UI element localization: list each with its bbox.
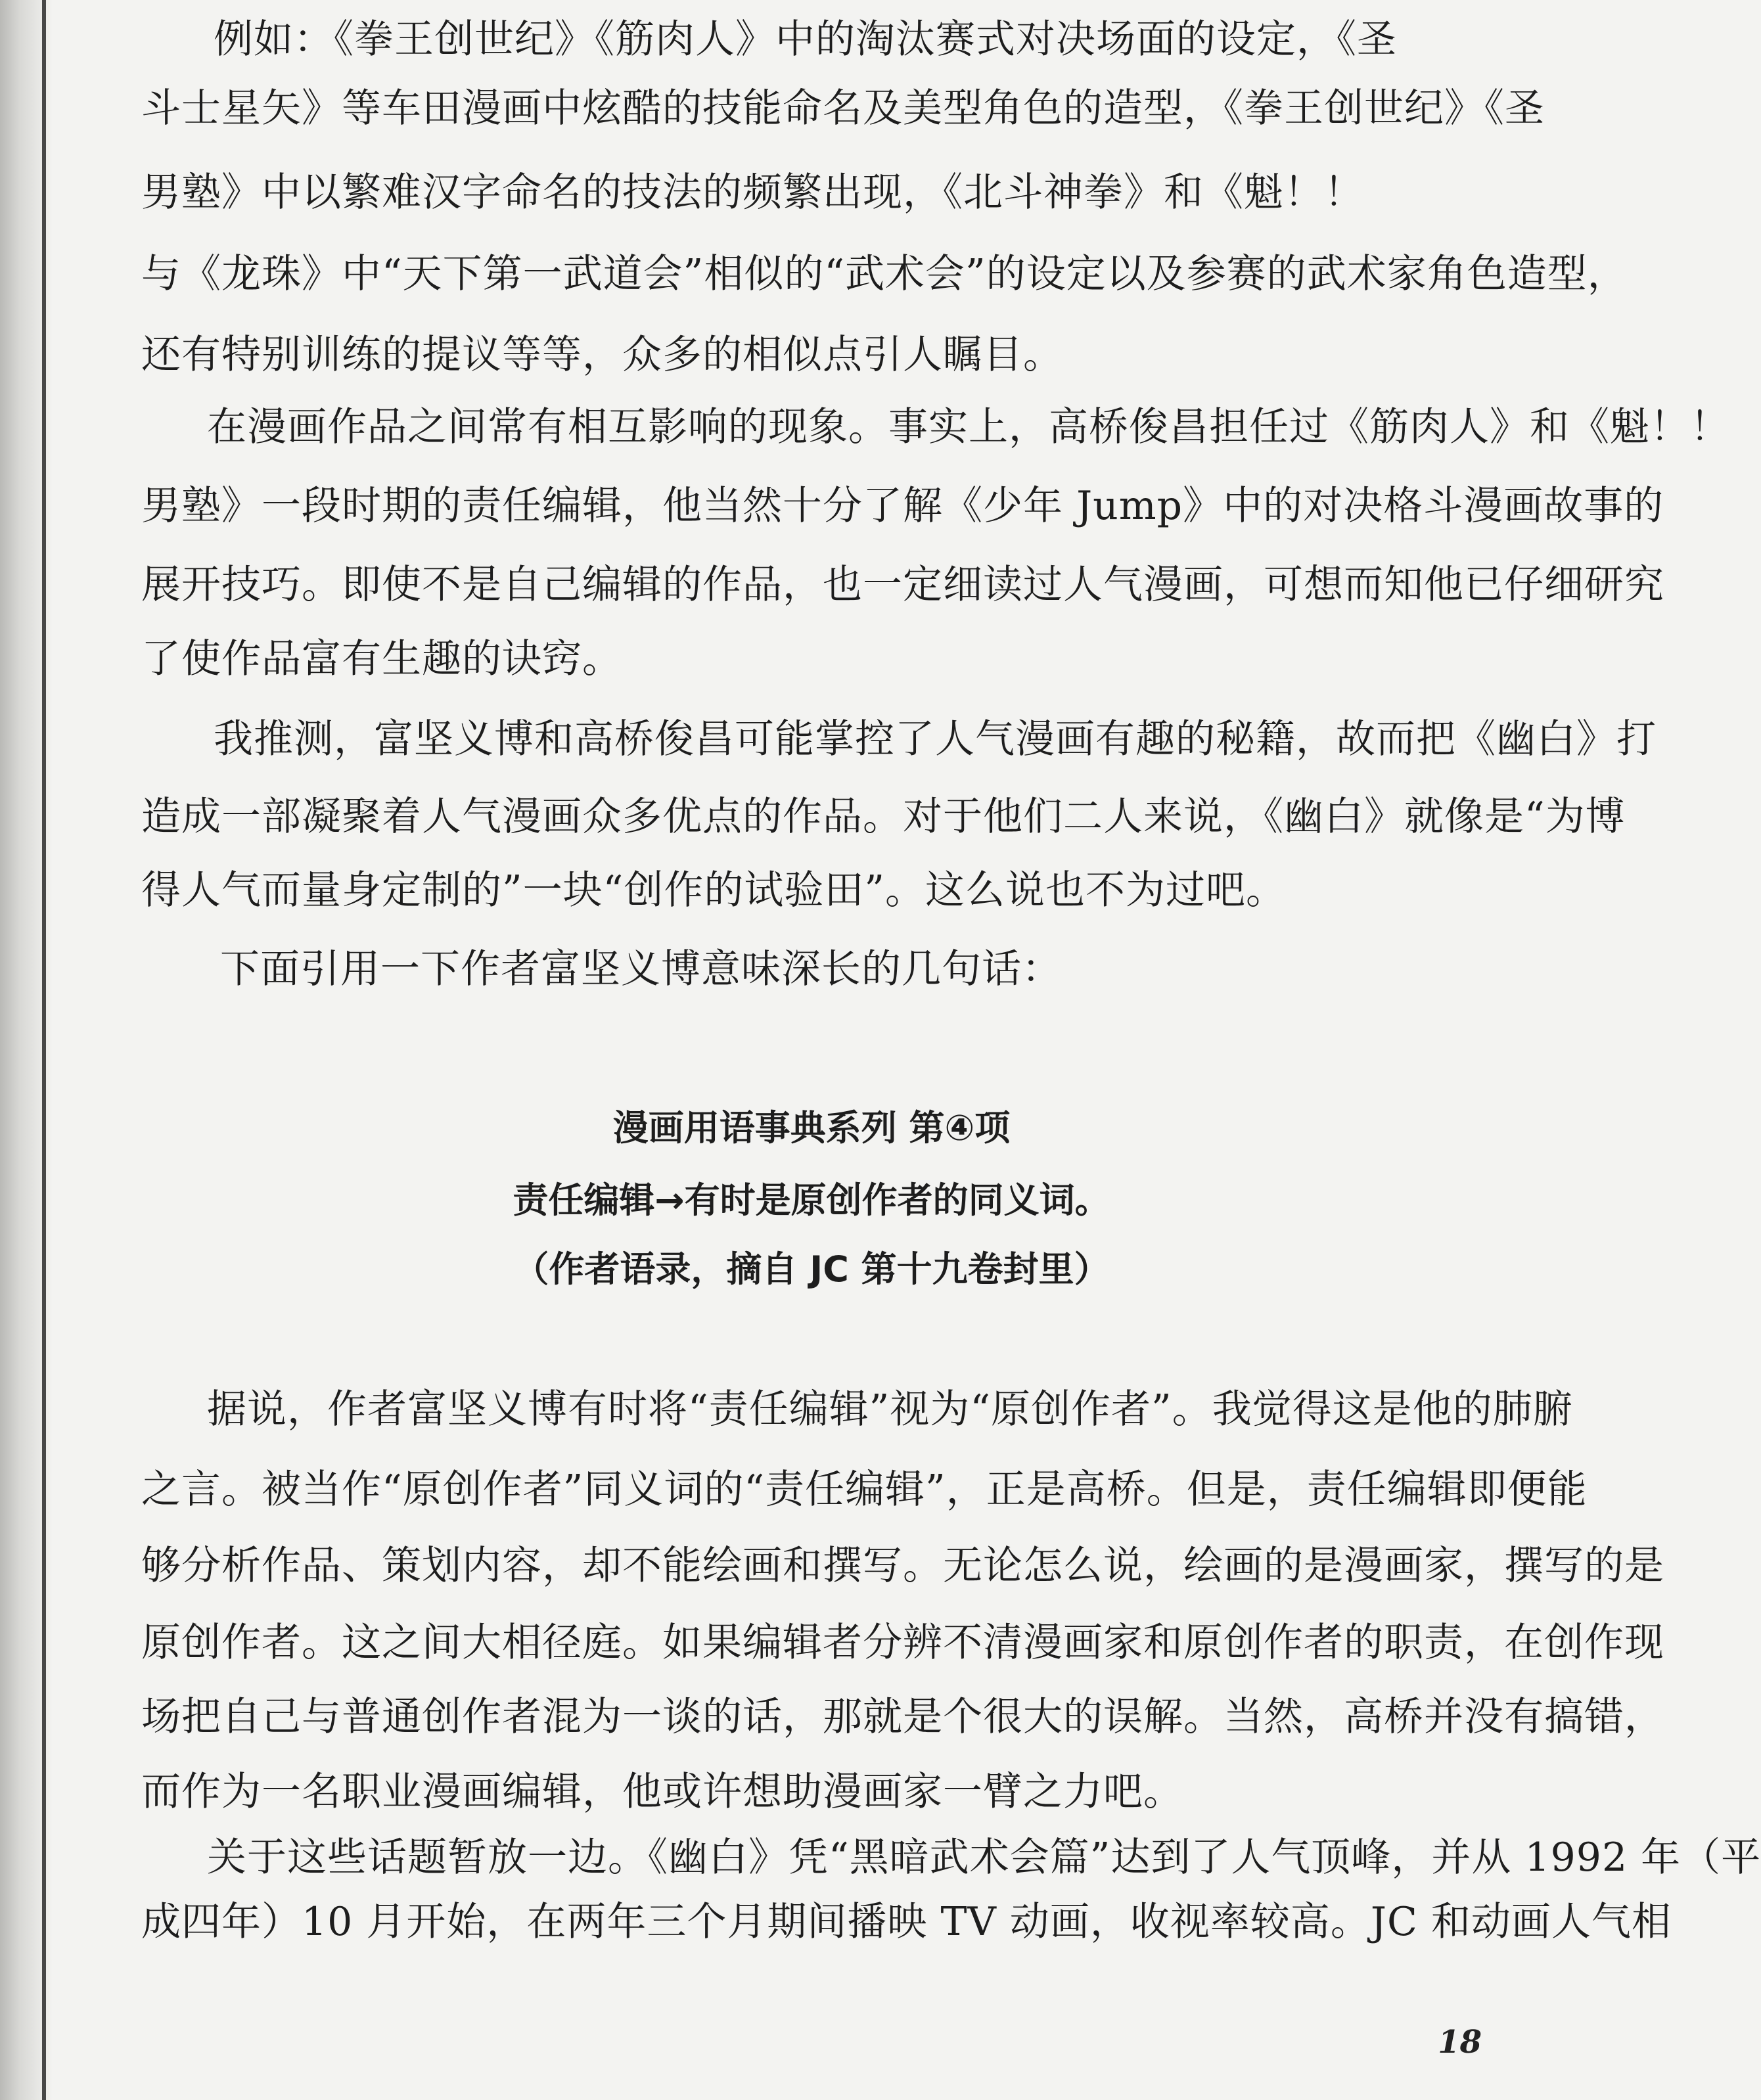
text-line: 得人气而量身定制的”一块“创作的试验田”。这么说也不为过吧。 xyxy=(141,867,1287,913)
text-line: 而作为一名职业漫画编辑，他或许想助漫画家一臂之力吧。 xyxy=(141,1769,1183,1815)
text-line: 男塾》中以繁难汉字命名的技法的频繁出现，《北斗神拳》和《魁！！ xyxy=(141,170,1364,216)
text-line: 在漫画作品之间常有相互影响的现象。事实上，高桥俊昌担任过《筋肉人》和《魁！！ xyxy=(207,404,1730,450)
text-line: 造成一部凝聚着人气漫画众多优点的作品。对于他们二人来说，《幽白》就像是“为博 xyxy=(141,794,1626,840)
text-line: 了使作品富有生趣的诀窍。 xyxy=(141,636,622,682)
quote-body: 责任编辑→有时是原创作者的同义词。 xyxy=(513,1179,1110,1221)
text-line: 之言。被当作“原创作者”同义词的“责任编辑”，正是高桥。但是，责任编辑即便能 xyxy=(141,1467,1588,1513)
text-line: 男塾》一段时期的责任编辑，他当然十分了解《少年 Jump》中的对决格斗漫画故事的 xyxy=(141,483,1664,529)
text-line: 例如：《拳王创世纪》《筋肉人》中的淘汰赛式对决场面的设定，《圣 xyxy=(214,16,1397,62)
binding-edge xyxy=(42,0,46,2100)
text-line: 我推测，富坚义博和高桥俊昌可能掌控了人气漫画有趣的秘籍，故而把《幽白》打 xyxy=(214,716,1657,762)
text-line: 场把自己与普通创作者混为一谈的话，那就是个很大的误解。当然，高桥并没有搞错， xyxy=(141,1694,1664,1740)
text-line: 据说，作者富坚义博有时将“责任编辑”视为“原创作者”。我觉得这是他的肺腑 xyxy=(207,1386,1573,1432)
text-line: 斗士星矢》等车田漫画中炫酷的技能命名及美型角色的造型，《拳王创世纪》《圣 xyxy=(141,85,1545,131)
text-line: 还有特别训练的提议等等，众多的相似点引人瞩目。 xyxy=(141,332,1063,378)
page-body xyxy=(141,0,1761,2100)
text-line: 关于这些话题暂放一边。《幽白》凭“黑暗武术会篇”达到了人气顶峰，并从 1992 年（平 xyxy=(207,1835,1761,1881)
text-line: 原创作者。这之间大相径庭。如果编辑者分辨不清漫画家和原创作者的职责，在创作现 xyxy=(141,1620,1664,1666)
text-line: 够分析作品、策划内容，却不能绘画和撰写。无论怎么说，绘画的是漫画家，撰写的是 xyxy=(141,1543,1664,1589)
page-number: 18 xyxy=(1438,2024,1482,2061)
quote-source: （作者语录，摘自 JC 第十九卷封里） xyxy=(513,1248,1110,1290)
quote-title: 漫画用语事典系列 第④项 xyxy=(612,1107,1011,1149)
text-line: 与《龙珠》中“天下第一武道会”相似的“武术会”的设定以及参赛的武术家角色造型， xyxy=(141,251,1628,297)
text-line: 成四年）10 月开始，在两年三个月期间播映 TV 动画，收视率较高。JC 和动画人气相 xyxy=(141,1899,1672,1945)
text-line: 展开技巧。即使不是自己编辑的作品，也一定细读过人气漫画，可想而知他已仔细研究 xyxy=(141,562,1664,608)
text-line: 下面引用一下作者富坚义博意味深长的几句话： xyxy=(220,946,1062,992)
